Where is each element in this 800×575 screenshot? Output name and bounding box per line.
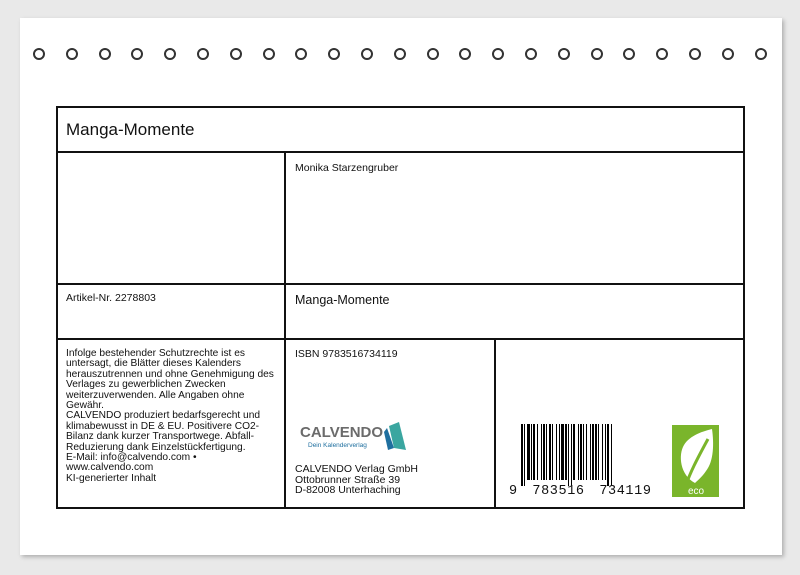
binding-ring: [263, 48, 275, 60]
calvendo-logo: [298, 420, 413, 454]
binding-ring: [558, 48, 570, 60]
logo-tagline: Dein Kalenderverlag: [308, 442, 367, 449]
binding-ring: [328, 48, 340, 60]
binding-ring: [394, 48, 406, 60]
barcode-bar: [537, 424, 538, 480]
binding-ring: [99, 48, 111, 60]
divider: [56, 338, 745, 340]
eco-badge: [672, 425, 719, 497]
binding-ring: [66, 48, 78, 60]
barcode-bar: [524, 424, 525, 486]
barcode-bar: [546, 424, 547, 480]
divider: [56, 283, 745, 285]
barcode-bar: [580, 424, 582, 480]
binding-ring: [623, 48, 635, 60]
notice-line: Reduzierung dank Einzelstückfertigung.: [66, 441, 246, 453]
author-name: Monika Starzengruber: [295, 162, 399, 174]
notice-line: herauszutrennen und ohne Genehmigung des: [66, 368, 274, 380]
binding-ring: [689, 48, 701, 60]
barcode-bar: [583, 424, 584, 480]
barcode-bar: [531, 424, 532, 480]
legal-notice: [66, 349, 284, 484]
barcode-bar: [549, 424, 551, 480]
notice-line: Infolge bestehender Schutzrechte ist es: [66, 348, 245, 359]
binding-ring: [295, 48, 307, 60]
notice-line: KI-generierter Inhalt: [66, 472, 157, 484]
barcode-bar: [527, 424, 530, 480]
address-line: CALVENDO Verlag GmbH: [295, 463, 418, 475]
barcode-bar: [605, 424, 606, 480]
binding-ring: [591, 48, 603, 60]
notice-line: untersagt, die Blätter dieses Kalenders: [66, 358, 241, 370]
binding-ring: [33, 48, 45, 60]
barcode-bar: [592, 424, 594, 480]
barcode-bar: [602, 424, 603, 480]
article-number: Artikel-Nr. 2278803: [66, 292, 156, 304]
divider: [494, 338, 496, 509]
barcode-bar: [521, 424, 523, 486]
binding-ring: [164, 48, 176, 60]
binding-ring: [459, 48, 471, 60]
barcode-bar: [541, 424, 542, 480]
isbn-barcode: [518, 424, 644, 486]
calendar-subtitle: Manga-Momente: [295, 293, 390, 307]
notice-line: weiterzuverwenden. Alle Angaben ohne: [66, 389, 245, 401]
binding-ring: [525, 48, 537, 60]
binding-ring: [230, 48, 242, 60]
barcode-bar: [586, 424, 587, 480]
notice-line: Bilanz dank kurzer Transportwege. Abfall-: [66, 431, 254, 443]
binding-ring: [427, 48, 439, 60]
barcode-digit-first: 9: [509, 484, 518, 499]
barcode-bar: [561, 424, 564, 480]
binding-ring: [722, 48, 734, 60]
barcode-bar: [611, 424, 612, 486]
binding-ring: [361, 48, 373, 60]
address-line: D-82008 Unterhaching: [295, 484, 401, 496]
eco-text: eco: [687, 486, 705, 497]
barcode-bar: [568, 424, 569, 486]
binding-ring: [197, 48, 209, 60]
logo-wordmark: CALVENDO: [300, 424, 384, 441]
isbn: ISBN 9783516734119: [295, 348, 398, 360]
barcode-digits-group: 783516: [532, 484, 585, 499]
leaf-icon: [672, 425, 719, 497]
barcode-bar: [565, 424, 567, 480]
binding-ring: [131, 48, 143, 60]
barcode-bar: [578, 424, 579, 480]
barcode-bar: [595, 424, 597, 480]
binding-ring: [492, 48, 504, 60]
barcode-bar: [573, 424, 575, 480]
divider: [56, 151, 745, 153]
barcode-bar: [556, 424, 557, 480]
calendar-title: Manga-Momente: [66, 120, 195, 139]
address-line: Ottobrunner Straße 39: [295, 473, 401, 486]
notice-line: Gewähr.: [66, 400, 104, 412]
barcode-bar: [552, 424, 553, 480]
barcode-bar: [607, 424, 609, 486]
divider: [284, 151, 286, 509]
barcode-bar: [598, 424, 599, 480]
notice-line: E-Mail: info@calvendo.com •: [66, 452, 197, 464]
binding-ring: [755, 48, 767, 60]
barcode-bar: [590, 424, 591, 480]
barcode-bar: [571, 424, 572, 486]
barcode-bar: [559, 424, 560, 480]
notice-line: klimabewusst in DE & EU. Positivere CO2-: [66, 420, 260, 432]
barcode-bar: [543, 424, 545, 480]
barcode-digits: [509, 484, 652, 499]
barcode-bar: [533, 424, 535, 480]
notice-line: www.calvendo.com: [66, 462, 154, 474]
binding-ring: [656, 48, 668, 60]
notice-line: Verlages zu gewerblichen Zwecken: [66, 379, 226, 391]
notice-line: CALVENDO produziert bedarfsgerecht und: [66, 410, 261, 422]
barcode-digits-group: 734119: [599, 484, 652, 499]
publisher-address: [295, 464, 418, 496]
binding-rings: [20, 48, 782, 64]
